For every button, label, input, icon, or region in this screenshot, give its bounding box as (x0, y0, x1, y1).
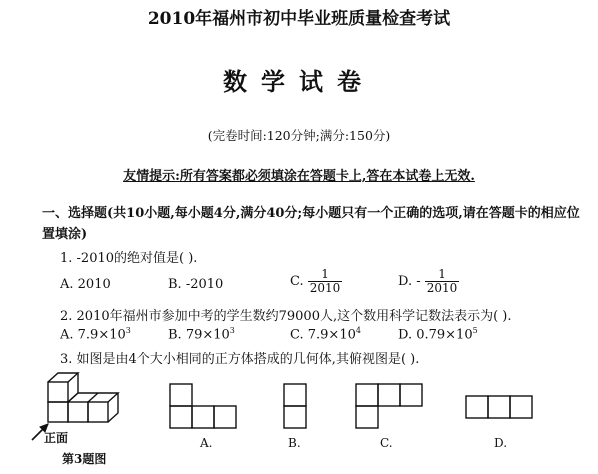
question-3-stem: 3. 如图是由4个大小相同的正方体搭成的几何体,其俯视图是( ). (60, 352, 420, 367)
time-info: (完卷时间:120分钟;满分:150分) (207, 128, 391, 143)
q2-b-exp: 3 (229, 326, 235, 335)
figure-caption: 第3题图 (62, 452, 107, 466)
q1-d-denominator: 2010 (426, 281, 458, 295)
notice-text: 友情提示:所有答案都必须填涂在答题卡上,答在本试卷上无效. (123, 169, 475, 184)
q2-option-d (398, 326, 478, 342)
q1-option-c-label: C. (290, 274, 304, 289)
subject-title: 数学试卷 (223, 67, 375, 96)
q2-b-base: B. 79×10 (168, 327, 230, 343)
cube-solid-figure (14, 368, 144, 448)
q3-option-d-figure (464, 394, 536, 422)
q2-c-base: C. 7.9×10 (290, 327, 356, 343)
q1-option-d-sign: - (416, 274, 421, 289)
q3-option-d-label: D. (494, 436, 508, 450)
front-label: 正面 (44, 431, 69, 445)
q2-d-exp: 5 (472, 326, 478, 335)
q1-c-denominator: 2010 (309, 281, 341, 295)
q2-d-base: D. 0.79×10 (398, 327, 473, 343)
question-2-stem: 2. 2010年福州市参加中考的学生数约79000人,这个数用科学记数法表示为( ). (60, 309, 512, 324)
exam-title: 2010年福州市初中毕业班质量检查考试 (147, 9, 451, 29)
q2-option-a (60, 326, 131, 342)
question-1-stem: 1. -2010的绝对值是( ). (60, 251, 198, 266)
q2-option-c (290, 326, 361, 342)
q1-option-b: B. -2010 (168, 277, 224, 292)
q2-option-b (168, 326, 235, 342)
q2-a-base: A. 7.9×10 (60, 327, 126, 343)
q1-option-d-label: D. (398, 274, 413, 289)
q1-d-numerator: 1 (425, 268, 460, 282)
q2-c-exp: 4 (355, 326, 361, 335)
q2-a-exp: 3 (125, 326, 131, 335)
q1-option-c (290, 268, 342, 295)
q1-c-numerator: 1 (308, 268, 343, 282)
q3-option-c-figure (354, 382, 426, 432)
q1-option-d (398, 268, 459, 295)
q3-option-b-figure (282, 382, 310, 432)
section-heading: 一、选择题(共10小题,每小题4分,满分40分;每小题只有一个正确的选项,请在答题卡的相应位置填涂) (42, 206, 580, 242)
q1-option-a: A. 2010 (60, 277, 111, 292)
q3-option-c-label: C. (380, 436, 393, 450)
q3-option-b-label: B. (288, 436, 301, 450)
q1-option-d-fraction (425, 268, 460, 295)
q3-option-a-figure (168, 382, 240, 432)
notice (0, 165, 598, 184)
q1-option-c-fraction (308, 268, 343, 295)
q3-option-a-label: A. (200, 436, 213, 450)
